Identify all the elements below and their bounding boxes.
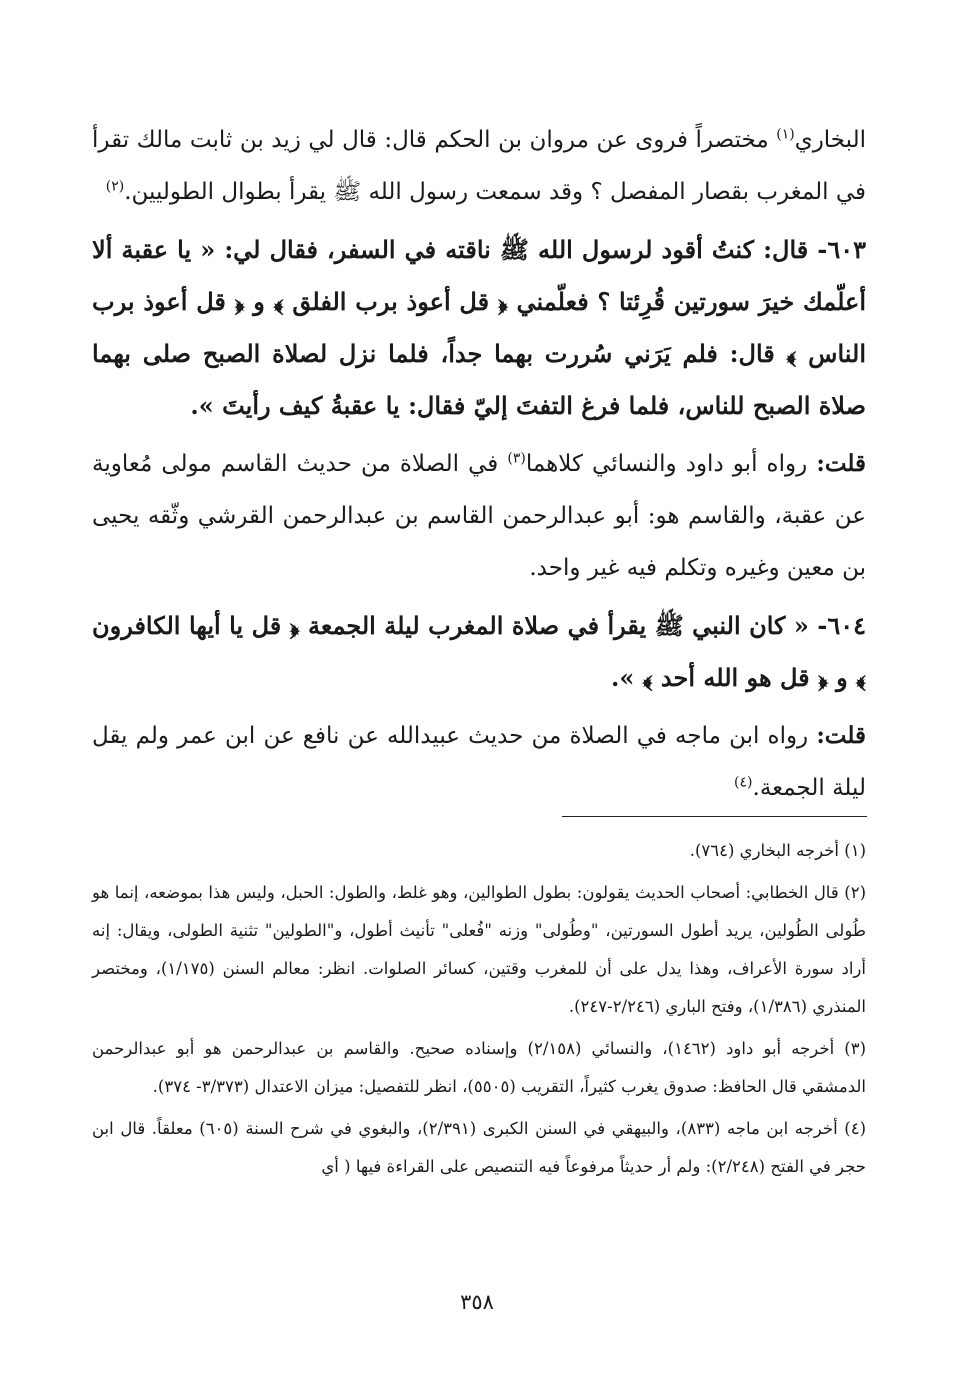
hadith-603: ٦٠٣- قال: كنتُ أقود لرسول الله ﷺ ناقته في السفر، فقال لي: « يا عقبة ألا أعلّمك خيرَ سورتين قُرِئتا ؟ فعلّمني ﴿ قل أعوذ برب الفلق ﴾ و ﴿ قل أعوذ برب الناس ﴾ قال: فلم يَرَني سُررت بهما جداً، فلما نزل لصلاة الصبح صلى بهما صلاة الصبح للناس، فلما فرغ التفتَ إليّ فقال: يا عقبةُ كيف رأيتَ ». <box>92 235 866 420</box>
page-number: ٣٥٨ <box>460 1290 494 1314</box>
text-run: رواه ابن ماجه في الصلاة من حديث عبيدالله عن نافع عن ابن عمر ولم يقل ليلة الجمعة. <box>92 723 866 801</box>
paragraph-qult-2 <box>92 710 866 814</box>
text-run: رواه أبو داود والنسائي كلاهما <box>525 451 817 477</box>
footnote-4: (٤) أخرجه ابن ماجه (٨٣٣)، والبيهقي في السنن الكبرى (٢/٣٩١)، والبغوي في شرح السنة (٦٠٥) معلقاً. قال ابن حجر في الفتح (٢/٢٤٨): ولم أر حديثاً مرفوعاً فيه التنصيص على القراءة فيها ( أي <box>92 1119 867 1176</box>
paragraph-bukhari <box>92 114 866 218</box>
footnote-separator <box>562 816 867 817</box>
main-text <box>92 114 866 820</box>
footnote-ref-2[interactable]: (٢) <box>105 178 125 195</box>
footnotes <box>92 832 866 1190</box>
text-run: البخاري <box>794 127 866 153</box>
footnote-ref-4[interactable]: (٤) <box>734 774 753 791</box>
qult-label: قلت: <box>816 450 867 477</box>
text-run: في الصلاة من حديث القاسم مولى مُعاوية عن عقبة، والقاسم هو: أبو عبدالرحمن القاسم بن عبدالرحمن القرشي وثّقه يحيى بن معين وغيره وتكلم فيه غير واحد. <box>92 451 866 581</box>
footnote-ref-3[interactable]: (٣) <box>507 450 526 467</box>
hadith-604: ٦٠٤- « كان النبي ﷺ يقرأ في صلاة المغرب ليلة الجمعة ﴿ قل يا أيها الكافرون ﴾ و ﴿ قل هو الله أحد ﴾ ». <box>92 611 867 692</box>
footnote-3: (٣) أخرجه أبو داود (١٤٦٢)، والنسائي (٢/١٥٨) وإسناده صحيح. والقاسم بن عبدالرحمن هو أبو عبدالرحمن الدمشقي قال الحافظ: صدوق يغرب كثيراً، التقريب (٥٥٠٥)، انظر للتفصيل: ميزان الاعتدال (٣/٣٧٣- ٣٧٤). <box>92 1039 866 1096</box>
footnote-1: (١) أخرجه البخاري (٧٦٤). <box>689 841 866 860</box>
qult-label: قلت: <box>816 722 866 749</box>
footnote-2: (٢) قال الخطابي: أصحاب الحديث يقولون: بطول الطوالين، وهو غلط، والطول: الحبل، وليس هذا بموضعه، إنما هو طُولى الطُولين، يريد أطول السورتين، "وطُولى" وزنه "فُعلى" تأنيث أطول، و"الطولين" تثنية الطولى، ويقال: إنه أراد سورة الأعراف، وهذا يدل على أن للمغرب وقتين، كسائر الصلوات. انظر: معالم السنن (١/١٧٥)، ومختصر المنذري (١/٣٨٦)، وفتح الباري (٢/٢٤٦-٢٤٧). <box>92 883 866 1016</box>
text-run: مختصراً فروى عن مروان بن الحكم قال: قال لي زيد بن ثابت مالك تقرأ في المغرب بقصار المفصل ؟ وقد سمعت رسول الله ﷺ يقرأ بطوال الطوليين. <box>92 127 866 205</box>
paragraph-qult-1 <box>92 438 866 594</box>
footnote-ref-1[interactable]: (١) <box>776 126 795 143</box>
